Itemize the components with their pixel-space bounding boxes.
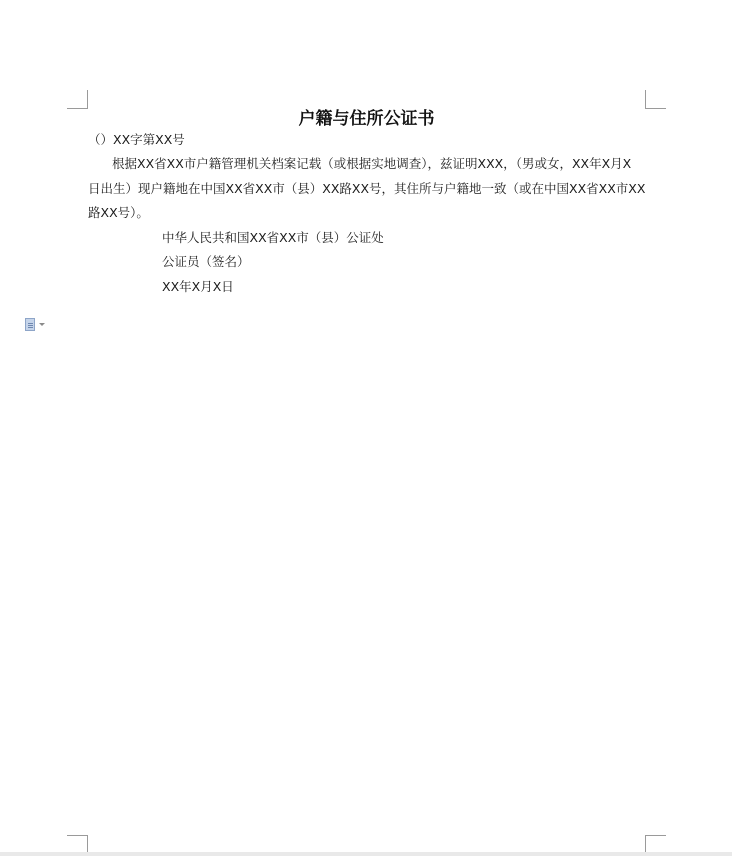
document-icon (25, 318, 35, 331)
page-bottom-edge (0, 852, 732, 856)
corner-mark-top-left (67, 90, 88, 109)
body-line-1: 根据XX省XX市户籍管理机关档案记载（或根据实地调查），兹证明XXX，（男或女，XX年X月X (112, 156, 632, 171)
body-line-2: 日出生）现户籍地在中国XX省XX市（县）XX路XX号，其住所与户籍地一致（或在中国XX省XX市XX (88, 181, 646, 196)
corner-mark-top-right (645, 90, 666, 109)
paste-options-button[interactable] (25, 316, 53, 332)
document-title: 户籍与住所公证书 (298, 109, 435, 129)
body-line-3: 路XX号）。 (88, 205, 149, 220)
signature-office: 中华人民共和国XX省XX市（县）公证处 (162, 230, 384, 245)
signature-date: XX年X月X日 (162, 279, 234, 294)
reference-number: （）XX字第XX号 (88, 132, 185, 147)
chevron-down-icon (39, 323, 45, 326)
signature-notary: 公证员（签名） (162, 254, 250, 269)
